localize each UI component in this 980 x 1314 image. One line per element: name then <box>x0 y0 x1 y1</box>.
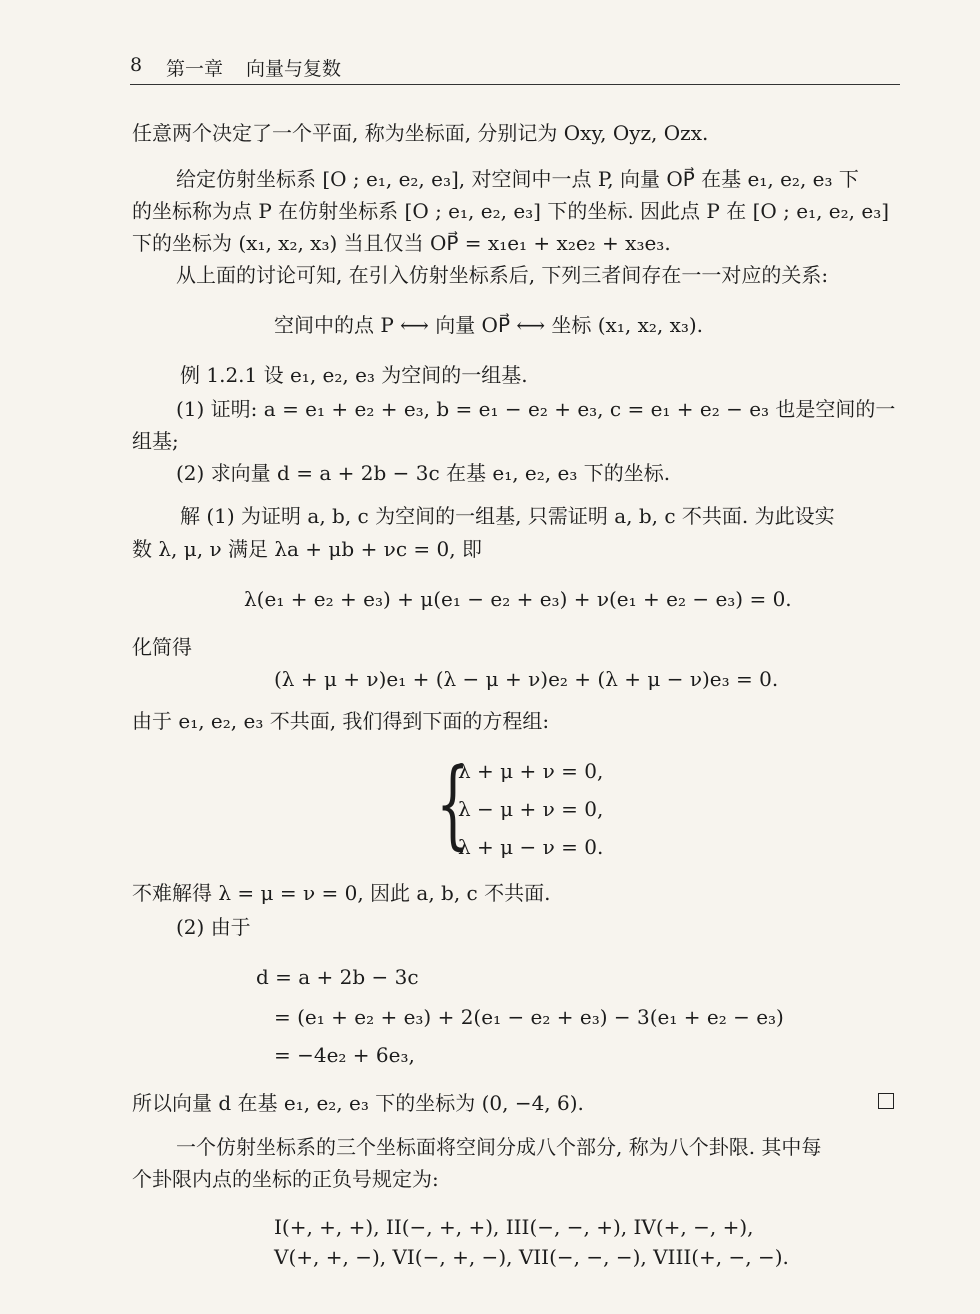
text-line: 任意两个决定了一个平面, 称为坐标面, 分别记为 Oxy, Oyz, Ozx. <box>132 121 709 145</box>
system-equation: λ + μ + ν = 0, <box>458 759 604 783</box>
left-brace: { <box>436 748 470 860</box>
qed-square-icon <box>878 1093 894 1109</box>
display-equation: (λ + μ + ν)e₁ + (λ − μ + ν)e₂ + (λ + μ − ν)e₃ = 0. <box>274 667 779 691</box>
text-line: 下的坐标为 (x₁, x₂, x₃) 当且仅当 OP⃗ = x₁e₁ + x₂e₂ + x₃e₃. <box>132 231 671 255</box>
page-number: 8 <box>130 54 143 76</box>
octant-line: I(+, +, +), II(−, +, +), III(−, −, +), IV(+, −, +), <box>274 1215 754 1239</box>
text-line: 化简得 <box>132 635 192 659</box>
system-equation: λ − μ + ν = 0, <box>458 797 604 821</box>
chapter-label: 第一章 <box>166 58 224 80</box>
derivation-line: d = a + 2b − 3c <box>256 965 419 989</box>
text-line: 数 λ, μ, ν 满足 λa + μb + νc = 0, 即 <box>132 537 482 561</box>
example-heading: 例 1.2.1 设 e₁, e₂, e₃ 为空间的一组基. <box>180 363 528 387</box>
text-line: 一个仿射坐标系的三个坐标面将空间分成八个部分, 称为八个卦限. 其中每 <box>176 1135 822 1159</box>
text-line: (2) 求向量 d = a + 2b − 3c 在基 e₁, e₂, e₃ 下的坐标. <box>176 461 671 485</box>
text-line: 的坐标称为点 P 在仿射坐标系 [O ; e₁, e₂, e₃] 下的坐标. 因此点 P 在 [O ; e₁, e₂, e₃] <box>132 199 890 223</box>
octant-line: V(+, +, −), VI(−, +, −), VII(−, −, −), VIII(+, −, −). <box>274 1245 789 1269</box>
text-line: 由于 e₁, e₂, e₃ 不共面, 我们得到下面的方程组: <box>132 709 550 733</box>
solution-line: 解 (1) 为证明 a, b, c 为空间的一组基, 只需证明 a, b, c 不共面. 为此设实 <box>180 504 835 528</box>
text-line: 不难解得 λ = μ = ν = 0, 因此 a, b, c 不共面. <box>132 881 551 905</box>
chapter-title: 向量与复数 <box>246 58 342 80</box>
text-line: (1) 证明: a = e₁ + e₂ + e₃, b = e₁ − e₂ + e₃, c = e₁ + e₂ − e₃ 也是空间的一 <box>176 397 896 421</box>
system-equation: λ + μ − ν = 0. <box>458 835 604 859</box>
derivation-line: = −4e₂ + 6e₃, <box>274 1043 415 1067</box>
text-line: 从上面的讨论可知, 在引入仿射坐标系后, 下列三者间存在一一对应的关系: <box>176 263 829 287</box>
running-header <box>130 50 900 85</box>
display-equation: λ(e₁ + e₂ + e₃) + μ(e₁ − e₂ + e₃) + ν(e₁ + e₂ − e₃) = 0. <box>244 587 792 611</box>
text-line: (2) 由于 <box>176 915 251 939</box>
text-line: 个卦限内点的坐标的正负号规定为: <box>132 1167 439 1191</box>
text-line: 所以向量 d 在基 e₁, e₂, e₃ 下的坐标为 (0, −4, 6). <box>132 1091 584 1115</box>
derivation-line: = (e₁ + e₂ + e₃) + 2(e₁ − e₂ + e₃) − 3(e₁ + e₂ − e₃) <box>274 1005 784 1029</box>
text-line: 给定仿射坐标系 [O ; e₁, e₂, e₃], 对空间中一点 P, 向量 OP⃗ 在基 e₁, e₂, e₃ 下 <box>176 167 859 191</box>
display-equation: 空间中的点 P ⟷ 向量 OP⃗ ⟷ 坐标 (x₁, x₂, x₃). <box>274 313 704 337</box>
text-line: 组基; <box>132 429 179 453</box>
